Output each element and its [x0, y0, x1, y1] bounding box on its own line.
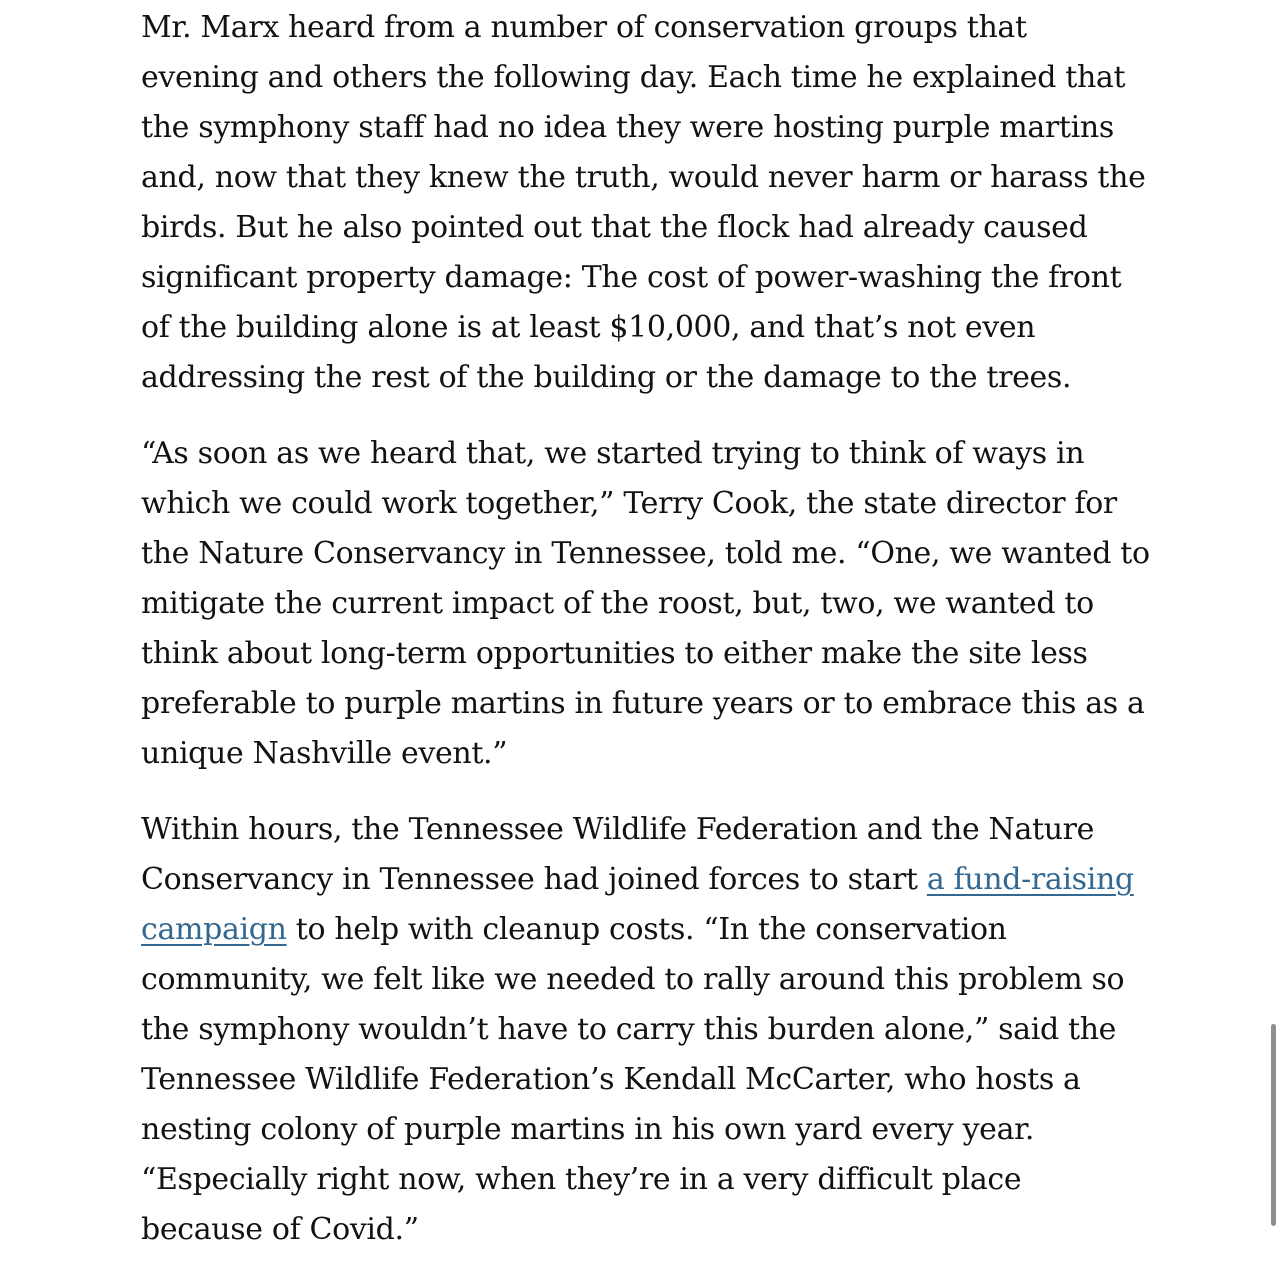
text-line: significant property damage: The cost of power-washing the front [141, 260, 1122, 295]
text-line: of the building alone is at least $10,000, and that’s not even [141, 310, 1036, 345]
text-segment: to help with cleanup costs. “In the conservation [286, 912, 1007, 947]
text-line: “Especially right now, when they’re in a very difficult place [141, 1162, 1022, 1197]
text-line: “As soon as we heard that, we started trying to think of ways in [141, 436, 1085, 471]
fund-raising-campaign-link[interactable]: a fund-raising [926, 862, 1134, 897]
scrollbar-thumb[interactable] [1271, 1024, 1276, 1226]
paragraph-2 [141, 429, 1151, 779]
paragraph-3 [141, 805, 1151, 1255]
text-line: preferable to purple martins in future years or to embrace this as a [141, 686, 1145, 721]
text-line: and, now that they knew the truth, would never harm or harass the [141, 160, 1146, 195]
text-line: the symphony wouldn’t have to carry this burden alone,” said the [141, 1012, 1117, 1047]
text-line [141, 905, 1151, 955]
text-line: Mr. Marx heard from a number of conservation groups that [141, 10, 1027, 45]
text-line: which we could work together,” Terry Cook, the state director for [141, 486, 1117, 521]
text-line: mitigate the current impact of the roost, but, two, we wanted to [141, 586, 1094, 621]
text-line: nesting colony of purple martins in his own yard every year. [141, 1112, 1035, 1147]
text-line: community, we felt like we needed to rally around this problem so [141, 962, 1125, 997]
text-line: the symphony staff had no idea they were hosting purple martins [141, 110, 1114, 145]
text-line: addressing the rest of the building or the damage to the trees. [141, 360, 1072, 395]
text-line: the Nature Conservancy in Tennessee, told me. “One, we wanted to [141, 536, 1150, 571]
article-body [141, 3, 1151, 1281]
paragraph-1 [141, 3, 1151, 403]
text-line: because of Covid.” [141, 1212, 419, 1247]
fund-raising-campaign-link[interactable]: campaign [141, 912, 287, 947]
text-line: birds. But he also pointed out that the flock had already caused [141, 210, 1088, 245]
text-line [141, 855, 1151, 905]
text-line: Tennessee Wildlife Federation’s Kendall McCarter, who hosts a [141, 1062, 1081, 1097]
text-line: think about long-term opportunities to either make the site less [141, 636, 1088, 671]
text-line: Within hours, the Tennessee Wildlife Federation and the Nature [141, 812, 1095, 847]
text-line: evening and others the following day. Each time he explained that [141, 60, 1126, 95]
text-segment: Conservancy in Tennessee had joined forces to start [141, 862, 927, 897]
text-line: unique Nashville event.” [141, 736, 508, 771]
